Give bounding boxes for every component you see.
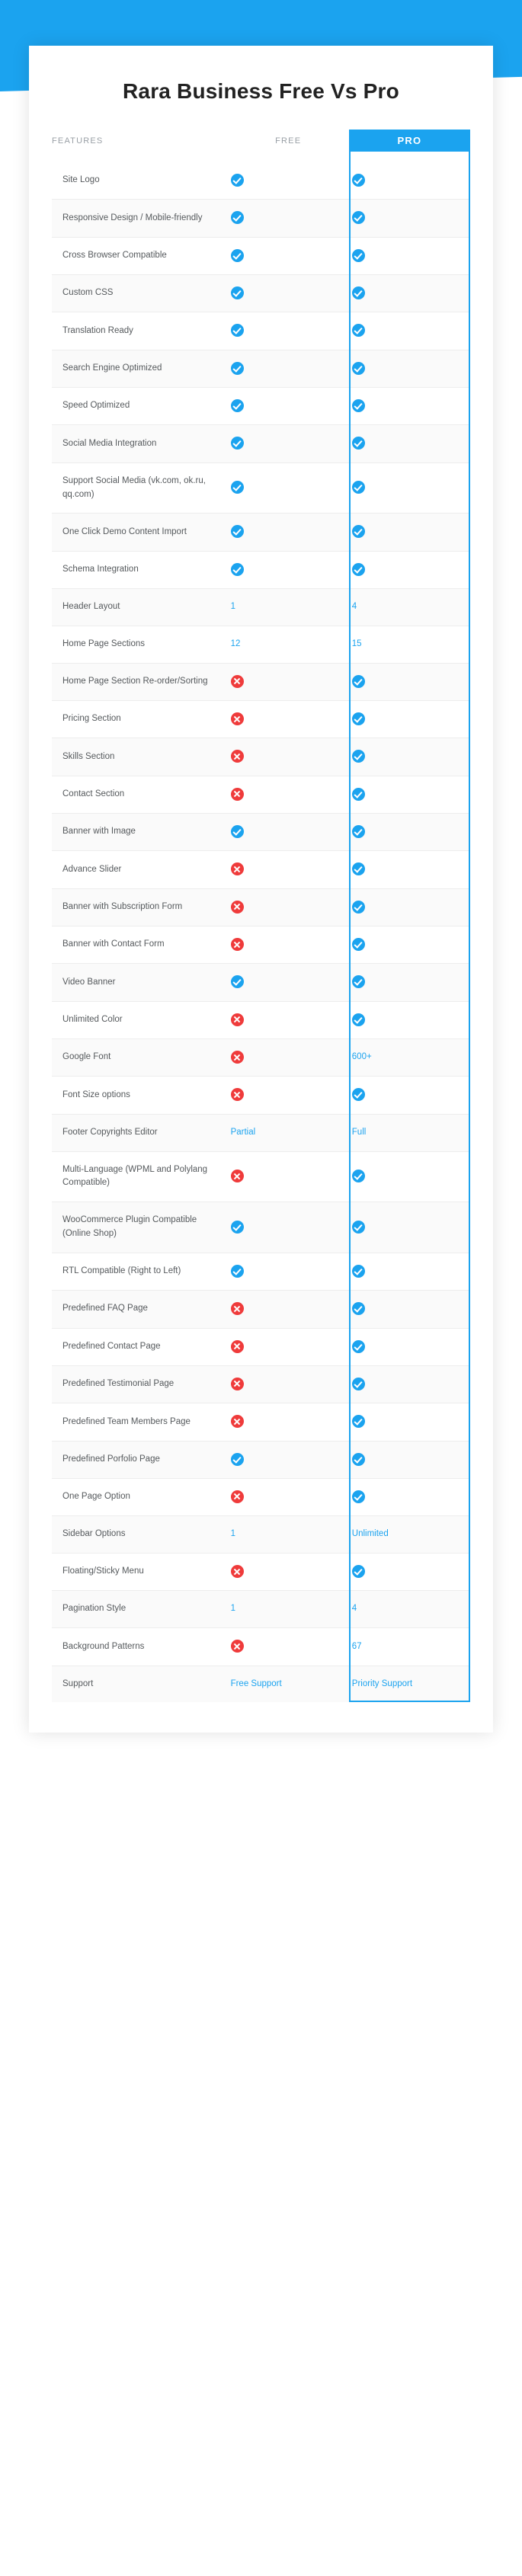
table-row: [52, 275, 470, 312]
pro-value-cell: [349, 551, 470, 588]
pro-value-cell: [349, 738, 470, 776]
free-value-cell: [228, 663, 349, 700]
feature-label: Predefined Porfolio Page: [52, 1441, 228, 1478]
table-row: [52, 1403, 470, 1441]
free-value-cell: [228, 589, 349, 626]
cross-icon: [231, 1088, 244, 1101]
table-body: [52, 162, 470, 1702]
check-icon: [352, 1415, 365, 1428]
pro-value-cell: [349, 589, 470, 626]
check-icon: [352, 481, 365, 494]
cross-icon: [231, 901, 244, 914]
free-value-text: Free Support: [230, 1678, 282, 1688]
table-row: [52, 1077, 470, 1114]
cross-icon: [231, 938, 244, 951]
feature-label: Pagination Style: [52, 1591, 228, 1628]
free-value-cell: [228, 1478, 349, 1515]
feature-label: One Click Demo Content Import: [52, 514, 228, 551]
check-icon: [231, 525, 244, 538]
pro-value-cell: [349, 964, 470, 1001]
feature-label: Video Banner: [52, 964, 228, 1001]
feature-label: Translation Ready: [52, 312, 228, 350]
pro-value-text: 600+: [351, 1052, 372, 1062]
pro-value-cell: [349, 1441, 470, 1478]
feature-label: Background Patterns: [52, 1628, 228, 1666]
free-value-cell: [228, 1628, 349, 1666]
feature-label: Predefined Team Members Page: [52, 1403, 228, 1441]
cross-icon: [231, 1490, 244, 1503]
free-value-cell: [228, 551, 349, 588]
pro-value-cell: [349, 462, 470, 514]
feature-label: Pricing Section: [52, 701, 228, 738]
free-value-cell: [228, 814, 349, 851]
feature-label: Cross Browser Compatible: [52, 237, 228, 274]
header-free: FREE: [275, 136, 302, 146]
feature-label: Unlimited Color: [52, 1001, 228, 1038]
table-row: [52, 425, 470, 462]
pro-value-cell: [349, 814, 470, 851]
feature-label: Support Social Media (vk.com, ok.ru, qq.com): [52, 462, 228, 514]
pro-value-cell: [349, 275, 470, 312]
feature-label: Contact Section: [52, 776, 228, 813]
check-icon: [231, 249, 244, 262]
table-row: [52, 1039, 470, 1077]
feature-label: Footer Copyrights Editor: [52, 1114, 228, 1151]
pro-value-cell: [349, 1516, 470, 1554]
check-icon: [352, 525, 365, 538]
table-row: [52, 1628, 470, 1666]
check-icon: [352, 1265, 365, 1278]
check-icon: [352, 362, 365, 375]
cross-icon: [231, 1565, 244, 1578]
table-row: [52, 589, 470, 626]
free-value-cell: [228, 1591, 349, 1628]
pro-value-cell: [349, 1478, 470, 1515]
check-icon: [352, 1302, 365, 1315]
free-value-cell: [228, 462, 349, 514]
pro-value-cell: [349, 851, 470, 888]
table-row: [52, 350, 470, 387]
free-value-cell: [228, 237, 349, 274]
table-header-row: [52, 130, 470, 162]
table-row: [52, 1328, 470, 1365]
free-value-text: 1: [230, 602, 235, 612]
check-icon: [231, 211, 244, 224]
feature-label: Header Layout: [52, 589, 228, 626]
free-value-cell: [228, 200, 349, 237]
free-value-cell: [228, 1039, 349, 1077]
table-row: [52, 1001, 470, 1038]
header-pro: [349, 130, 470, 162]
table-row: [52, 1441, 470, 1478]
table-row: [52, 1202, 470, 1253]
free-value-cell: [228, 701, 349, 738]
free-value-cell: [228, 738, 349, 776]
check-icon: [352, 901, 365, 914]
comparison-table: [52, 130, 470, 1702]
pro-value-cell: [349, 888, 470, 926]
free-value-cell: [228, 626, 349, 663]
cross-icon: [231, 1013, 244, 1026]
free-value-cell: [228, 1365, 349, 1403]
pro-value-cell: [349, 1628, 470, 1666]
pro-value-text: Priority Support: [351, 1678, 413, 1688]
pro-value-text: Unlimited: [351, 1529, 389, 1539]
table-row: [52, 851, 470, 888]
cross-icon: [231, 1302, 244, 1315]
feature-label: Speed Optimized: [52, 388, 228, 425]
cross-icon: [231, 675, 244, 688]
free-value-cell: [228, 1202, 349, 1253]
pro-value-text: 67: [351, 1641, 362, 1651]
table-row: [52, 1114, 470, 1151]
check-icon: [352, 249, 365, 262]
free-value-cell: [228, 964, 349, 1001]
pro-value-cell: [349, 1151, 470, 1202]
pro-value-cell: [349, 237, 470, 274]
pro-value-cell: [349, 1001, 470, 1038]
feature-label: Font Size options: [52, 1077, 228, 1114]
pro-value-cell: [349, 388, 470, 425]
check-icon: [231, 975, 244, 988]
table-row: [52, 1516, 470, 1554]
feature-label: Floating/Sticky Menu: [52, 1554, 228, 1591]
free-value-cell: [228, 926, 349, 964]
pro-value-cell: [349, 1253, 470, 1290]
feature-label: Advance Slider: [52, 851, 228, 888]
table-row: [52, 1151, 470, 1202]
table-row: [52, 200, 470, 237]
feature-label: Skills Section: [52, 738, 228, 776]
pro-value-cell: [349, 1077, 470, 1114]
check-icon: [231, 825, 244, 838]
check-icon: [231, 1265, 244, 1278]
check-icon: [352, 750, 365, 763]
check-icon: [352, 324, 365, 337]
pro-value-text: 4: [351, 602, 357, 612]
feature-label: RTL Compatible (Right to Left): [52, 1253, 228, 1290]
cross-icon: [231, 1640, 244, 1653]
feature-label: Banner with Contact Form: [52, 926, 228, 964]
check-icon: [231, 1221, 244, 1234]
free-value-cell: [228, 350, 349, 387]
check-icon: [231, 399, 244, 412]
check-icon: [352, 399, 365, 412]
free-value-text: Partial: [230, 1127, 256, 1137]
free-value-cell: [228, 1554, 349, 1591]
feature-label: Predefined Testimonial Page: [52, 1365, 228, 1403]
feature-label: Social Media Integration: [52, 425, 228, 462]
check-icon: [352, 1378, 365, 1390]
pro-value-cell: [349, 162, 470, 200]
table-row: [52, 237, 470, 274]
table-row: [52, 462, 470, 514]
pro-value-cell: [349, 200, 470, 237]
check-icon: [352, 975, 365, 988]
pro-value-cell: [349, 350, 470, 387]
feature-label: Home Page Section Re-order/Sorting: [52, 663, 228, 700]
check-icon: [352, 712, 365, 725]
free-value-cell: [228, 776, 349, 813]
feature-label: Multi-Language (WPML and Polylang Compatible): [52, 1151, 228, 1202]
table-row: [52, 738, 470, 776]
table-row: [52, 964, 470, 1001]
check-icon: [352, 563, 365, 576]
table-row: [52, 514, 470, 551]
pro-value-cell: [349, 1202, 470, 1253]
pro-value-cell: [349, 626, 470, 663]
table-row: [52, 1478, 470, 1515]
pro-value-cell: [349, 312, 470, 350]
pro-badge: PRO: [349, 130, 470, 152]
cross-icon: [231, 1170, 244, 1182]
table-row: [52, 701, 470, 738]
check-icon: [352, 211, 365, 224]
table-row: [52, 1666, 470, 1702]
check-icon: [352, 1490, 365, 1503]
free-value-cell: [228, 1291, 349, 1328]
header-features: FEATURES: [52, 136, 104, 146]
feature-label: Site Logo: [52, 162, 228, 200]
free-value-cell: [228, 1114, 349, 1151]
pro-value-cell: [349, 1328, 470, 1365]
feature-label: Google Font: [52, 1039, 228, 1077]
check-icon: [352, 437, 365, 450]
check-icon: [352, 1340, 365, 1353]
pro-value-cell: [349, 1365, 470, 1403]
feature-label: Schema Integration: [52, 551, 228, 588]
table-row: [52, 926, 470, 964]
pro-value-cell: [349, 701, 470, 738]
feature-label: Support: [52, 1666, 228, 1702]
pro-value-text: 15: [351, 638, 362, 648]
cross-icon: [231, 1051, 244, 1064]
cross-icon: [231, 788, 244, 801]
cross-icon: [231, 1340, 244, 1353]
check-icon: [352, 675, 365, 688]
free-value-cell: [228, 1666, 349, 1702]
table-row: [52, 551, 470, 588]
free-value-cell: [228, 1441, 349, 1478]
feature-label: Predefined FAQ Page: [52, 1291, 228, 1328]
free-value-cell: [228, 388, 349, 425]
pro-value-text: Full: [351, 1127, 367, 1137]
table-row: [52, 626, 470, 663]
pro-value-cell: [349, 1403, 470, 1441]
pro-value-text: 4: [351, 1604, 357, 1614]
cross-icon: [231, 712, 244, 725]
table-row: [52, 663, 470, 700]
feature-label: One Page Option: [52, 1478, 228, 1515]
check-icon: [352, 825, 365, 838]
pro-value-cell: [349, 1666, 470, 1702]
check-icon: [352, 1453, 365, 1466]
free-value-text: 12: [230, 638, 241, 648]
cross-icon: [231, 862, 244, 875]
pro-value-cell: [349, 514, 470, 551]
feature-label: Custom CSS: [52, 275, 228, 312]
free-value-text: 1: [230, 1529, 235, 1539]
feature-label: WooCommerce Plugin Compatible (Online Shop): [52, 1202, 228, 1253]
check-icon: [352, 862, 365, 875]
comparison-card: [29, 46, 493, 1733]
check-icon: [231, 174, 244, 187]
check-icon: [352, 1170, 365, 1182]
check-icon: [231, 1453, 244, 1466]
pro-value-cell: [349, 776, 470, 813]
pro-value-cell: [349, 926, 470, 964]
feature-label: Responsive Design / Mobile-friendly: [52, 200, 228, 237]
free-value-cell: [228, 425, 349, 462]
free-value-cell: [228, 1001, 349, 1038]
feature-label: Banner with Subscription Form: [52, 888, 228, 926]
free-value-text: 1: [230, 1604, 235, 1614]
pro-value-cell: [349, 1291, 470, 1328]
table-row: [52, 814, 470, 851]
feature-label: Predefined Contact Page: [52, 1328, 228, 1365]
feature-label: Banner with Image: [52, 814, 228, 851]
feature-label: Sidebar Options: [52, 1516, 228, 1554]
table-row: [52, 1253, 470, 1290]
cross-icon: [231, 1415, 244, 1428]
free-value-cell: [228, 162, 349, 200]
table-row: [52, 312, 470, 350]
feature-label: Home Page Sections: [52, 626, 228, 663]
feature-label: Search Engine Optimized: [52, 350, 228, 387]
table-row: [52, 162, 470, 200]
free-value-cell: [228, 1077, 349, 1114]
page-title: Rara Business Free Vs Pro: [123, 79, 399, 103]
check-icon: [352, 1088, 365, 1101]
table-row: [52, 1365, 470, 1403]
check-icon: [352, 174, 365, 187]
free-value-cell: [228, 275, 349, 312]
pro-value-cell: [349, 1039, 470, 1077]
free-value-cell: [228, 1328, 349, 1365]
check-icon: [352, 1013, 365, 1026]
table-row: [52, 1554, 470, 1591]
table-row: [52, 776, 470, 813]
check-icon: [352, 286, 365, 299]
free-value-cell: [228, 312, 349, 350]
check-icon: [231, 362, 244, 375]
check-icon: [231, 481, 244, 494]
cross-icon: [231, 750, 244, 763]
free-value-cell: [228, 1253, 349, 1290]
check-icon: [231, 563, 244, 576]
check-icon: [231, 437, 244, 450]
check-icon: [352, 938, 365, 951]
check-icon: [352, 1221, 365, 1234]
pro-value-cell: [349, 425, 470, 462]
table-row: [52, 1591, 470, 1628]
pro-value-cell: [349, 1554, 470, 1591]
free-value-cell: [228, 851, 349, 888]
check-icon: [231, 324, 244, 337]
check-icon: [231, 286, 244, 299]
table-row: [52, 888, 470, 926]
check-icon: [352, 788, 365, 801]
pro-value-cell: [349, 1591, 470, 1628]
cross-icon: [231, 1378, 244, 1390]
table-row: [52, 1291, 470, 1328]
free-value-cell: [228, 514, 349, 551]
table-row: [52, 388, 470, 425]
free-value-cell: [228, 1403, 349, 1441]
free-value-cell: [228, 1516, 349, 1554]
pro-value-cell: [349, 1114, 470, 1151]
free-value-cell: [228, 1151, 349, 1202]
pro-value-cell: [349, 663, 470, 700]
free-value-cell: [228, 888, 349, 926]
check-icon: [352, 1565, 365, 1578]
